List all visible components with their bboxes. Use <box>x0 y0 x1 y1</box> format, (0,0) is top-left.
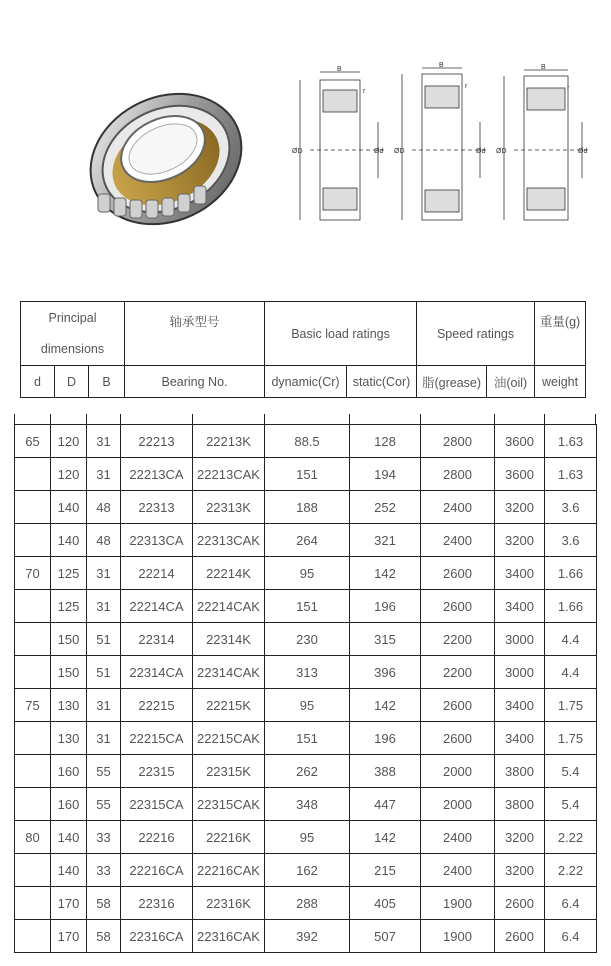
outer-diameter-cell: 140 <box>51 491 87 524</box>
table-gap <box>14 414 596 424</box>
oil-speed-cell: 2600 <box>495 887 545 920</box>
static-load-cell: 142 <box>350 557 421 590</box>
bore-cell: 80 <box>15 821 51 854</box>
width-cell: 51 <box>87 656 121 689</box>
bore-cell <box>15 491 51 524</box>
outer-diameter-cell: 120 <box>51 425 87 458</box>
static-load-cell: 215 <box>350 854 421 887</box>
principal-label: Principal <box>48 310 97 325</box>
weight-cell: 1.75 <box>545 722 597 755</box>
table-row <box>15 722 597 755</box>
grease-speed-cell: 1900 <box>421 887 495 920</box>
col-d: d <box>21 366 55 398</box>
principal-dimensions-header <box>21 302 125 366</box>
table-row <box>15 458 597 491</box>
bore-cell: 75 <box>15 689 51 722</box>
outer-diameter-cell: 125 <box>51 590 87 623</box>
table-row <box>15 788 597 821</box>
table-row <box>15 755 597 788</box>
col-D: D <box>55 366 89 398</box>
table-row <box>15 590 597 623</box>
weight-cell: 4.4 <box>545 623 597 656</box>
bearing-no-tapered-cell: 22216CAK <box>193 854 265 887</box>
dynamic-load-cell: 392 <box>265 920 350 953</box>
bearing-no-tapered-cell: 22216K <box>193 821 265 854</box>
static-load-cell: 396 <box>350 656 421 689</box>
outer-diameter-cell: 130 <box>51 722 87 755</box>
bearing-no-cell: 22216 <box>121 821 193 854</box>
outer-diameter-cell: 140 <box>51 854 87 887</box>
grease-speed-cell: 2000 <box>421 755 495 788</box>
inner-dia-label-3: Ød <box>578 148 588 155</box>
outer-diameter-cell: 170 <box>51 887 87 920</box>
bearing-no-tapered-cell: 22213CAK <box>193 458 265 491</box>
grease-speed-cell: 2800 <box>421 458 495 491</box>
bearing-no-tapered-cell: 22314K <box>193 623 265 656</box>
width-label-2: B <box>439 62 444 69</box>
table-row <box>15 656 597 689</box>
oil-speed-cell: 3400 <box>495 557 545 590</box>
static-load-cell: 507 <box>350 920 421 953</box>
outer-diameter-cell: 120 <box>51 458 87 491</box>
table-row <box>15 821 597 854</box>
width-cell: 31 <box>87 590 121 623</box>
cross-section-drawings <box>290 60 600 230</box>
weight-cell: 5.4 <box>545 788 597 821</box>
oil-speed-cell: 3000 <box>495 656 545 689</box>
weight-cell: 1.75 <box>545 689 597 722</box>
bearing-no-cell: 22315 <box>121 755 193 788</box>
dynamic-load-cell: 262 <box>265 755 350 788</box>
static-load-cell: 194 <box>350 458 421 491</box>
weight-cell: 1.63 <box>545 425 597 458</box>
dynamic-load-cell: 348 <box>265 788 350 821</box>
col-weight: weight <box>535 366 586 398</box>
col-grease: 脂(grease) <box>417 366 487 398</box>
grease-speed-cell: 2400 <box>421 491 495 524</box>
bearing-no-cell: 22215CA <box>121 722 193 755</box>
width-label-1: B <box>337 66 342 73</box>
col-static: static(Cor) <box>347 366 417 398</box>
table-row <box>15 689 597 722</box>
weight-cell: 1.66 <box>545 590 597 623</box>
bore-cell <box>15 887 51 920</box>
width-cell: 31 <box>87 689 121 722</box>
grease-speed-cell: 2400 <box>421 854 495 887</box>
spec-table <box>14 424 597 953</box>
width-cell: 31 <box>87 425 121 458</box>
oil-speed-cell: 3200 <box>495 491 545 524</box>
static-load-cell: 196 <box>350 590 421 623</box>
oil-speed-cell: 3200 <box>495 524 545 557</box>
width-cell: 33 <box>87 854 121 887</box>
oil-speed-cell: 3800 <box>495 788 545 821</box>
radius-label-1: r <box>363 88 366 95</box>
radius-label-2: r <box>465 83 468 90</box>
table-row <box>15 623 597 656</box>
dynamic-load-cell: 151 <box>265 458 350 491</box>
bearing-no-cell: 22314 <box>121 623 193 656</box>
weight-cn-header: 重量(g) <box>535 302 586 366</box>
grease-speed-cell: 2600 <box>421 689 495 722</box>
width-cell: 58 <box>87 920 121 953</box>
weight-cell: 2.22 <box>545 821 597 854</box>
table-row <box>15 524 597 557</box>
width-cell: 31 <box>87 722 121 755</box>
outer-diameter-cell: 160 <box>51 755 87 788</box>
bearing-no-cell: 22316CA <box>121 920 193 953</box>
outer-dia-label-1: ØD <box>292 148 303 155</box>
outer-dia-label-3: ØD <box>496 148 507 155</box>
table-row <box>15 557 597 590</box>
bore-cell <box>15 854 51 887</box>
table-row <box>15 491 597 524</box>
width-cell: 58 <box>87 887 121 920</box>
dynamic-load-cell: 151 <box>265 722 350 755</box>
bearing-no-cell: 22216CA <box>121 854 193 887</box>
col-B: B <box>89 366 125 398</box>
inner-dia-label-1: Ød <box>374 148 384 155</box>
static-load-cell: 142 <box>350 821 421 854</box>
bearing-no-tapered-cell: 22213K <box>193 425 265 458</box>
dynamic-load-cell: 95 <box>265 557 350 590</box>
bearing-no-cell: 22316 <box>121 887 193 920</box>
bearing-no-tapered-cell: 22314CAK <box>193 656 265 689</box>
bearing-no-cell: 22315CA <box>121 788 193 821</box>
dynamic-load-cell: 264 <box>265 524 350 557</box>
weight-cell: 5.4 <box>545 755 597 788</box>
weight-cell: 1.63 <box>545 458 597 491</box>
col-bearing-no: Bearing No. <box>125 366 265 398</box>
bearing-no-cell: 22313CA <box>121 524 193 557</box>
grease-speed-cell: 2400 <box>421 524 495 557</box>
bore-cell <box>15 722 51 755</box>
oil-speed-cell: 3400 <box>495 689 545 722</box>
table-row <box>15 887 597 920</box>
static-load-cell: 388 <box>350 755 421 788</box>
bearing-no-cell: 22213CA <box>121 458 193 491</box>
bearing-no-tapered-cell: 22215K <box>193 689 265 722</box>
static-load-cell: 321 <box>350 524 421 557</box>
oil-speed-cell: 2600 <box>495 920 545 953</box>
static-load-cell: 405 <box>350 887 421 920</box>
dynamic-load-cell: 230 <box>265 623 350 656</box>
outer-diameter-cell: 130 <box>51 689 87 722</box>
grease-speed-cell: 2000 <box>421 788 495 821</box>
outer-dia-label-2: ØD <box>394 148 405 155</box>
weight-cell: 6.4 <box>545 920 597 953</box>
bore-cell <box>15 590 51 623</box>
table-row <box>15 920 597 953</box>
bearing-no-cell: 22215 <box>121 689 193 722</box>
oil-speed-cell: 3800 <box>495 755 545 788</box>
inner-dia-label-2: Ød <box>476 148 486 155</box>
dynamic-load-cell: 188 <box>265 491 350 524</box>
bearing-no-cell: 22214CA <box>121 590 193 623</box>
grease-speed-cell: 2600 <box>421 722 495 755</box>
dynamic-load-cell: 95 <box>265 821 350 854</box>
weight-cell: 2.22 <box>545 854 597 887</box>
width-cell: 48 <box>87 491 121 524</box>
width-cell: 31 <box>87 458 121 491</box>
outer-diameter-cell: 150 <box>51 623 87 656</box>
bearing-no-tapered-cell: 22214K <box>193 557 265 590</box>
weight-cell: 3.6 <box>545 524 597 557</box>
dynamic-load-cell: 95 <box>265 689 350 722</box>
dynamic-load-cell: 151 <box>265 590 350 623</box>
outer-diameter-cell: 140 <box>51 524 87 557</box>
bore-cell <box>15 458 51 491</box>
width-cell: 55 <box>87 788 121 821</box>
bearing-no-tapered-cell: 22315K <box>193 755 265 788</box>
bore-cell <box>15 656 51 689</box>
outer-diameter-cell: 125 <box>51 557 87 590</box>
oil-speed-cell: 3400 <box>495 722 545 755</box>
basic-load-header: Basic load ratings <box>265 302 417 366</box>
bearing-no-tapered-cell: 22315CAK <box>193 788 265 821</box>
static-load-cell: 128 <box>350 425 421 458</box>
width-cell: 31 <box>87 557 121 590</box>
outer-diameter-cell: 150 <box>51 656 87 689</box>
oil-speed-cell: 3200 <box>495 821 545 854</box>
grease-speed-cell: 2200 <box>421 656 495 689</box>
bearing-cn-header: 轴承型号 <box>125 302 265 366</box>
bearing-no-cell: 22314CA <box>121 656 193 689</box>
bore-cell: 65 <box>15 425 51 458</box>
outer-diameter-cell: 140 <box>51 821 87 854</box>
bearing-no-cell: 22213 <box>121 425 193 458</box>
table-row <box>15 854 597 887</box>
weight-cell: 1.66 <box>545 557 597 590</box>
dynamic-load-cell: 313 <box>265 656 350 689</box>
oil-speed-cell: 3200 <box>495 854 545 887</box>
width-cell: 48 <box>87 524 121 557</box>
col-oil: 油(oil) <box>487 366 535 398</box>
bearing-no-cell: 22313 <box>121 491 193 524</box>
static-load-cell: 142 <box>350 689 421 722</box>
bearing-no-tapered-cell: 22313CAK <box>193 524 265 557</box>
grease-speed-cell: 1900 <box>421 920 495 953</box>
width-cell: 55 <box>87 755 121 788</box>
bearing-no-tapered-cell: 22316CAK <box>193 920 265 953</box>
static-load-cell: 196 <box>350 722 421 755</box>
bearing-no-tapered-cell: 22313K <box>193 491 265 524</box>
dimensions-label: dimensions <box>40 341 105 356</box>
speed-header: Speed ratings <box>417 302 535 366</box>
grease-speed-cell: 2400 <box>421 821 495 854</box>
oil-speed-cell: 3400 <box>495 590 545 623</box>
bore-cell <box>15 920 51 953</box>
bore-cell <box>15 623 51 656</box>
weight-cell: 3.6 <box>545 491 597 524</box>
col-dynamic: dynamic(Cr) <box>265 366 347 398</box>
static-load-cell: 315 <box>350 623 421 656</box>
outer-diameter-cell: 160 <box>51 788 87 821</box>
radius-label-3: r <box>567 85 570 92</box>
bearing-photo <box>58 84 248 249</box>
width-cell: 51 <box>87 623 121 656</box>
bore-cell <box>15 755 51 788</box>
table-row <box>15 425 597 458</box>
grease-speed-cell: 2600 <box>421 590 495 623</box>
grease-speed-cell: 2600 <box>421 557 495 590</box>
grease-speed-cell: 2800 <box>421 425 495 458</box>
dynamic-load-cell: 162 <box>265 854 350 887</box>
bearing-no-tapered-cell: 22215CAK <box>193 722 265 755</box>
oil-speed-cell: 3000 <box>495 623 545 656</box>
bearing-no-tapered-cell: 22214CAK <box>193 590 265 623</box>
spec-table-header <box>20 301 586 398</box>
static-load-cell: 252 <box>350 491 421 524</box>
dynamic-load-cell: 88.5 <box>265 425 350 458</box>
grease-speed-cell: 2200 <box>421 623 495 656</box>
bore-cell <box>15 524 51 557</box>
static-load-cell: 447 <box>350 788 421 821</box>
product-images <box>0 0 611 290</box>
weight-cell: 4.4 <box>545 656 597 689</box>
oil-speed-cell: 3600 <box>495 458 545 491</box>
bore-cell: 70 <box>15 557 51 590</box>
dynamic-load-cell: 288 <box>265 887 350 920</box>
bearing-no-tapered-cell: 22316K <box>193 887 265 920</box>
width-cell: 33 <box>87 821 121 854</box>
oil-speed-cell: 3600 <box>495 425 545 458</box>
outer-diameter-cell: 170 <box>51 920 87 953</box>
bore-cell <box>15 788 51 821</box>
bearing-no-cell: 22214 <box>121 557 193 590</box>
width-label-3: B <box>541 64 546 71</box>
weight-cell: 6.4 <box>545 887 597 920</box>
